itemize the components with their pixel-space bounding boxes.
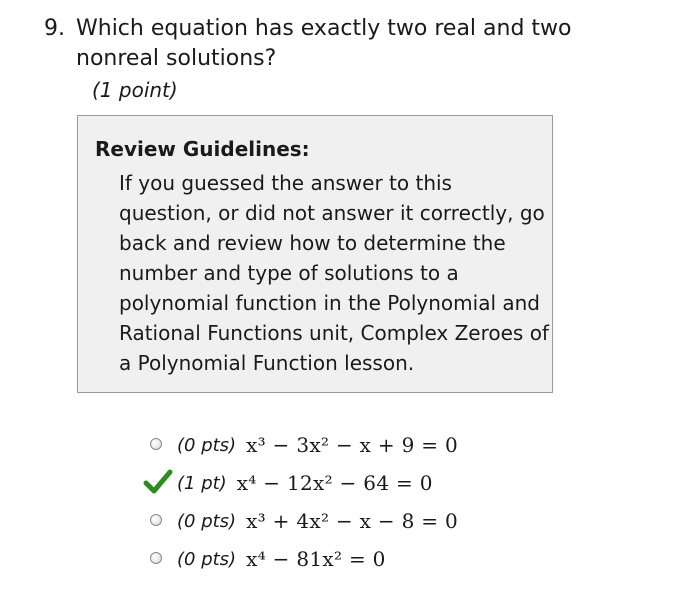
review-guidelines-box	[77, 115, 553, 393]
choice-equation: x⁴ − 81x² = 0	[246, 547, 386, 571]
answer-choice-3	[145, 502, 458, 540]
question-points: (1 point)	[92, 78, 178, 102]
choice-equation: x³ − 3x² − x + 9 = 0	[246, 433, 459, 457]
choice-points: (0 pts)	[177, 548, 237, 570]
review-heading: Review Guidelines:	[95, 137, 310, 161]
choice-points: (0 pts)	[177, 434, 237, 456]
radio-icon	[145, 547, 177, 571]
radio-icon	[145, 509, 177, 533]
question-text: Which equation has exactly two real and two nonreal solutions?	[76, 16, 572, 71]
answer-choices	[145, 426, 458, 578]
answer-choice-1	[145, 426, 458, 464]
choice-points: (1 pt)	[177, 472, 227, 494]
choice-equation: x³ + 4x² − x − 8 = 0	[246, 509, 459, 533]
choice-equation: x⁴ − 12x² − 64 = 0	[236, 471, 433, 495]
review-body: If you guessed the answer to this question, or did not answer it correctly, go back and review how to determine the number and type of solutions to a polynomial function in the Polynomial and Rational Functions unit, Complex Zeroes of a Polynomial Function lesson.	[119, 171, 549, 375]
checkmark-icon	[145, 471, 177, 495]
answer-choice-4	[145, 540, 458, 578]
question-number: 9.	[44, 16, 65, 41]
radio-icon	[145, 433, 177, 457]
choice-points: (0 pts)	[177, 510, 237, 532]
answer-choice-2	[145, 464, 458, 502]
